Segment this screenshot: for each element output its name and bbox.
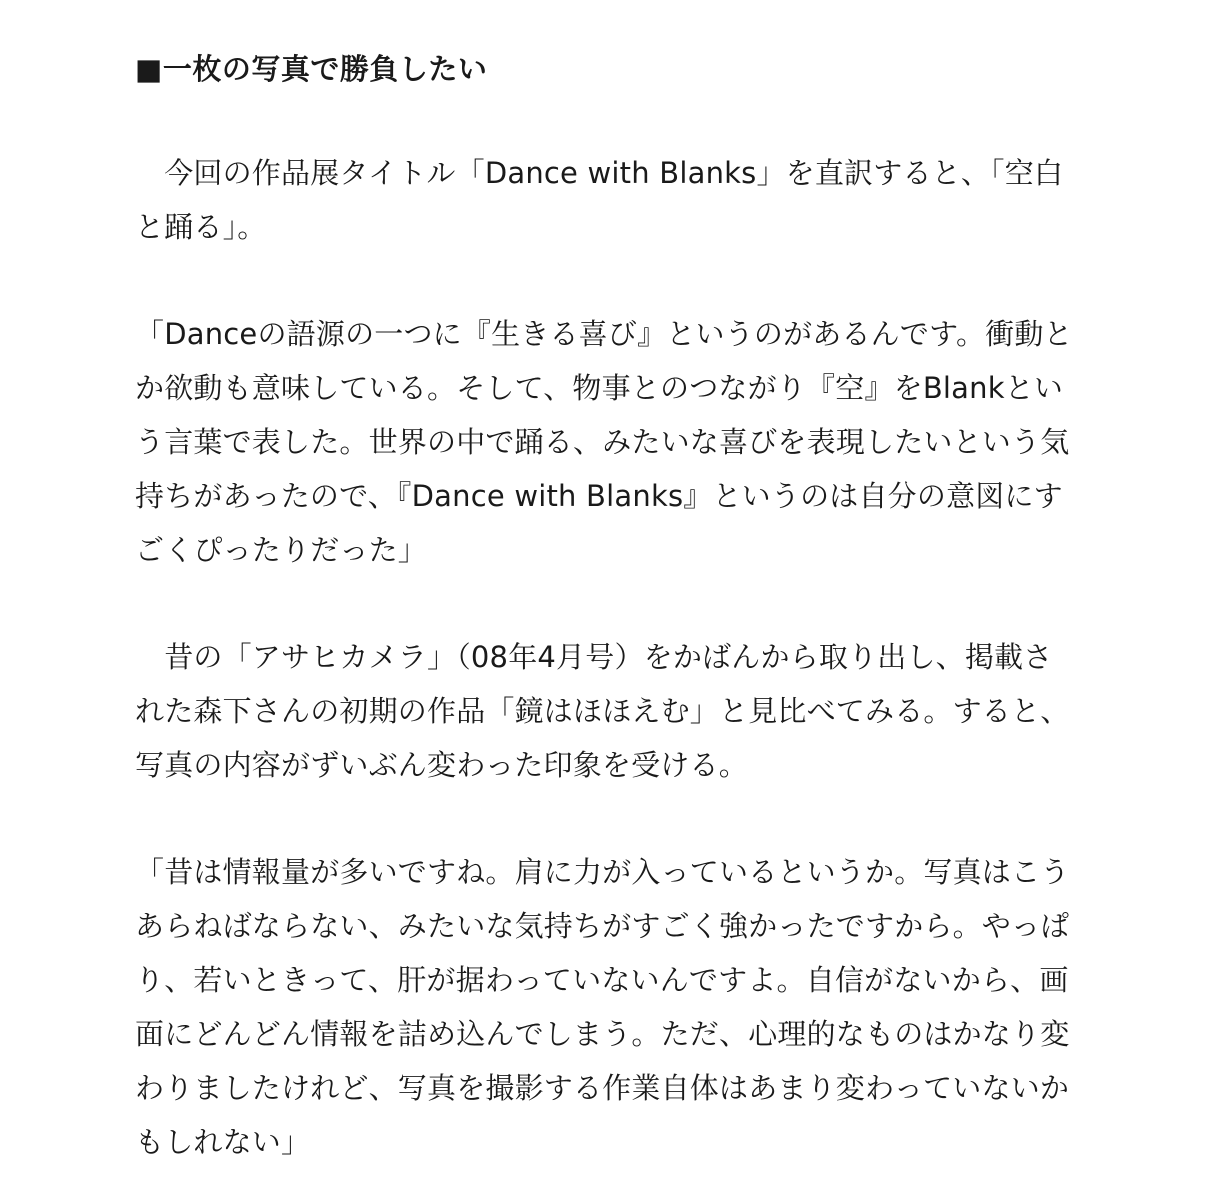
paragraph-line: 持ちがあったので、『Dance with Blanks』というのは自分の意図にす (135, 479, 1063, 513)
paragraph-line: 昔の「アサヒカメラ」（08年4月号）をかばんから取り出し、掲載さ (135, 640, 1053, 674)
paragraph-4 (135, 845, 1103, 1169)
paragraph-line: 今回の作品展タイトル「Dance with Blanks」を直訳すると、「空白 (135, 156, 1064, 190)
article-body (135, 44, 1103, 1169)
paragraph-line: あらねばならない、みたいな気持ちがすごく強かったですから。やっぱ (135, 909, 1070, 943)
paragraph-line: わりましたけれど、写真を撮影する作業自体はあまり変わっていないか (135, 1071, 1070, 1105)
section-heading: ■一枚の写真で勝負したい (135, 52, 488, 86)
paragraph-line: 写真の内容がずいぶん変わった印象を受ける。 (135, 748, 748, 782)
paragraph-line: う言葉で表した。世界の中で踊る、みたいな喜びを表現したいという気 (135, 425, 1070, 459)
paragraph-line: ごくぴったりだった」 (135, 533, 428, 567)
paragraph-line: れた森下さんの初期の作品「鏡はほほえむ」と見比べてみる。すると、 (135, 694, 1070, 728)
paragraph-line: り、若いときって、肝が据わっていないんですよ。自信がないから、画 (135, 963, 1069, 997)
paragraph-2 (135, 307, 1103, 577)
paragraph-line: と踊る」。 (135, 210, 267, 244)
paragraph-line: 「昔は情報量が多いですね。肩に力が入っているというか。写真はこう (135, 855, 1070, 889)
paragraph-line: もしれない」 (135, 1125, 311, 1159)
paragraph-line: 面にどんどん情報を詰め込んでしまう。ただ、心理的なものはかなり変 (135, 1017, 1070, 1051)
paragraph-line: 「Danceの語源の一つに『生きる喜び』というのがあるんです。衝動と (135, 317, 1073, 351)
paragraph-1 (135, 146, 1103, 254)
paragraph-line: か欲動も意味している。そして、物事とのつながり『空』をBlankとい (135, 371, 1064, 405)
paragraph-3 (135, 630, 1103, 792)
